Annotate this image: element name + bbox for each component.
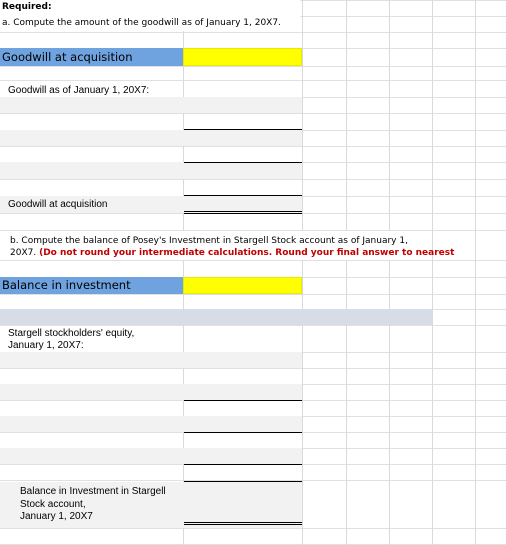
- part-b-total-label-line1: Balance in Investment in Stargell: [20, 486, 166, 497]
- part-a-question: a. Compute the amount of the goodwill as of January 1, 20X7.: [2, 18, 281, 28]
- part-b-question-line2: [10, 248, 454, 258]
- part-b-question-year: 20X7.: [10, 248, 37, 258]
- part-b-question-line1: b. Compute the balance of Posey's Investment in Stargell Stock account as of January 1,: [10, 236, 408, 246]
- part-b-instruction: (Do not round your intermediate calculations. Round your final answer to nearest: [39, 248, 455, 258]
- part-a-total-label: Goodwill at acquisition: [8, 199, 108, 210]
- part-a-input-3[interactable]: [184, 179, 302, 195]
- part-b-input-1[interactable]: [184, 384, 302, 400]
- part-b-total-label-line3: January 1, 20X7: [20, 511, 93, 522]
- part-b-total-label-line2: Stock account,: [20, 498, 86, 510]
- part-b-input-3[interactable]: [184, 448, 302, 464]
- part-b-row1-label: [8, 328, 134, 352]
- part-a-row1-label: Goodwill as of January 1, 20X7:: [8, 85, 150, 96]
- part-b-total-label: [20, 486, 166, 524]
- part-b-row1-label-line1: Stargell stockholders' equity,: [8, 328, 135, 339]
- part-b-section-header: Balance in investment: [2, 278, 131, 292]
- part-a-input-2[interactable]: [184, 146, 302, 162]
- part-b-separator-band: [0, 309, 432, 325]
- part-b-input-2[interactable]: [184, 416, 302, 432]
- part-a-section-header: Goodwill at acquisition: [2, 50, 133, 64]
- part-a-answer-cell[interactable]: [183, 48, 302, 66]
- part-b-answer-cell[interactable]: [183, 277, 302, 294]
- part-b-row1-label-line2: January 1, 20X7:: [8, 340, 84, 351]
- required-label: Required:: [2, 2, 52, 12]
- part-a-total-input[interactable]: [184, 196, 302, 212]
- part-b-total-input[interactable]: [184, 482, 302, 522]
- part-a-input-1[interactable]: [184, 113, 302, 129]
